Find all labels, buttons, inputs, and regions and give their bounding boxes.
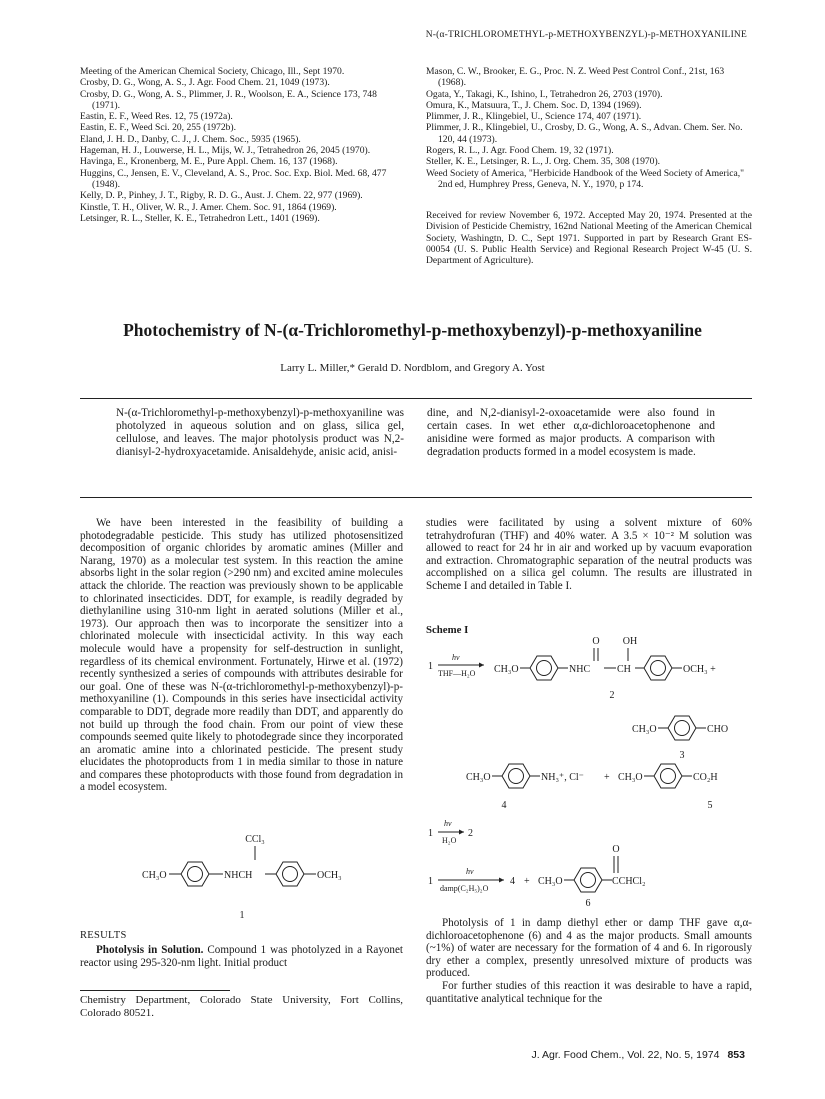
c1-nh: NHCH	[224, 870, 253, 881]
svg-text:4: 4	[510, 876, 515, 887]
svg-text:1: 1	[428, 828, 433, 839]
c2-nhc: NHC	[569, 664, 591, 675]
photolysis-run-in: Photolysis in Solution.	[96, 944, 204, 956]
c4-meo: CH₃O	[466, 772, 491, 783]
journal-citation: J. Agr. Food Chem., Vol. 22, No. 5, 1974	[531, 1049, 720, 1061]
left-reference: Crosby, D. G., Wong, A. S., J. Agr. Food Chem. 21, 1049 (1973).	[80, 77, 330, 89]
received-note: Received for review November 6, 1972. Accepted May 20, 1974. Presented at the Division of Pesticide Chemistry, 162nd National Meeting of the American Chemical Society, Washingtn, D. C., Sept 1971. Supported in part by Research Grant ES-00054 (U. S. Public Health Service) and Regional Research Project W-45 (U. S. Department of Agriculture).	[426, 210, 752, 267]
left-reference: Meeting of the American Chemical Society, Chicago, Ill., Sept 1970.	[80, 66, 345, 77]
abstract-bottom-rule	[80, 497, 752, 498]
photolysis-paragraph: Photolysis in Solution. Compound 1 was photolyzed in a Rayonet reactor using 295-320-nm light. Initial product	[80, 944, 403, 969]
c1-och3: OCH₃	[317, 870, 342, 881]
left-reference: Kinstle, T. H., Oliver, W. R., J. Amer. Chem. Soc. 91, 1864 (1969).	[80, 201, 337, 213]
running-head: N-(α-TRICHLOROMETHYL-p-METHOXYBENZYL)-p-METHOXYANILINE	[425, 30, 747, 40]
c5-meo: CH₃O	[618, 772, 643, 783]
ether-photolysis-paragraph: Photolysis of 1 in damp diethyl ether or damp THF gave α,α-dichloroacetophenone (6) and 4 as the major products. Small amounts (~1%) of water are necessary for the formation of 4 and 6. In rigorously dry ether a complex, presently unresolved mixture of products was produced. For further studies of this reaction it was desirable to have a rapid, quantitative analytical technique for the	[426, 917, 752, 1005]
right-reference: Plimmer, J. R., Klingebiel, U., Crosby, D. G., Wong, A. S., Advan. Chem. Ser. No. 120, 44 (1973).	[426, 122, 743, 145]
c1-meo: CH₃O	[142, 870, 167, 881]
c3-cho: CHO	[707, 724, 729, 735]
scheme-1-diagram	[426, 636, 752, 908]
svg-text:hν: hν	[444, 819, 452, 828]
right-reference: Ogata, Y., Takagi, K., Ishino, I., Tetrahedron 26, 2703 (1970).	[426, 88, 663, 100]
left-reference: Huggins, C., Jensen, E. V., Cleveland, A. S., Proc. Soc. Exp. Biol. Med. 68, 477 (1948).	[80, 167, 387, 190]
right-column-text: studies were facilitated by using a solvent mixture of 60% tetrahydrofuran (THF) and 40% water. A 3.5 × 10⁻² M solution was allowed to react for 24 hr in air and worked up by vacuum evaporation and extraction. Chromatographic separation of the neutral products was accomplished on a silica gel column. The results are illustrated in Scheme I and detailed in Table I.	[426, 517, 752, 592]
left-reference: Havinga, E., Kronenberg, M. E., Pure Appl. Chem. 16, 137 (1968).	[80, 156, 338, 168]
c1-ccl3: CCl₃	[245, 834, 265, 845]
scheme-title: Scheme I	[426, 624, 469, 636]
c2-meo: CH₃O	[494, 664, 519, 675]
left-reference: Eastin, E. F., Weed Res. 12, 75 (1972a).	[80, 111, 233, 123]
svg-text:hν: hν	[466, 867, 474, 876]
c6-cchcl2: CCHCl₂	[612, 876, 646, 887]
c6-meo: CH₃O	[538, 876, 563, 887]
right-reference: Plimmer, J. R., Klingebiel, U., Science 174, 407 (1971).	[426, 111, 642, 123]
c3-label: 3	[679, 750, 685, 761]
right-reference: Omura, K., Matsuura, T., J. Chem. Soc. D, 1394 (1969).	[426, 99, 642, 111]
c2-och3: OCH₃ +	[683, 664, 716, 675]
svg-text:2: 2	[468, 828, 473, 839]
right-reference: Weed Society of America, "Herbicide Handbook of the Weed Society of America," 2nd ed, Humphrey Press, Geneva, N. Y., 1970, p 174.	[426, 167, 745, 190]
structure-compound-1	[80, 830, 403, 926]
svg-text:O: O	[592, 636, 600, 647]
right-reference: Rogers, R. L., J. Agr. Food Chem. 19, 32 (1971).	[426, 145, 614, 157]
svg-text:O: O	[612, 844, 620, 855]
c2-ch: CH	[617, 664, 631, 675]
abstract-top-rule	[80, 398, 752, 399]
abstract-right: dine, and N,2-dianisyl-2-oxoacetamide were also found in certain cases. In wet ether α,α-dichloroacetophenone and anisidine were formed as major products. A comparison with degradation products formed in a model ecosystem is made.	[427, 407, 715, 459]
references-left	[80, 66, 403, 224]
c4-label: 4	[501, 800, 507, 811]
page-number: 853	[727, 1049, 745, 1061]
svg-text:H₂O: H₂O	[442, 836, 457, 845]
c1-label: 1	[239, 910, 245, 921]
c3-meo: CH₃O	[632, 724, 657, 735]
c2-label: 2	[609, 690, 615, 701]
left-reference: Letsinger, R. L., Steller, K. E., Tetrahedron Lett., 1401 (1969).	[80, 212, 320, 224]
left-reference: Hageman, H. J., Louwerse, H. L., Mijs, W. J., Tetrahedron 26, 2045 (1970).	[80, 145, 371, 157]
results-heading: RESULTS	[80, 930, 127, 941]
left-reference: Crosby, D. G., Wong, A. S., Plimmer, J. R., Woolson, E. A., Science 173, 748 (1971).	[80, 88, 377, 111]
svg-text:+: +	[524, 876, 530, 887]
svg-text:OH: OH	[622, 636, 638, 647]
c5-label: 5	[707, 800, 713, 811]
right-reference: Mason, C. W., Brooker, E. G., Proc. N. Z. Weed Pest Control Conf., 21st, 163 (1968).	[426, 66, 725, 89]
svg-text:THF—H₂O: THF—H₂O	[438, 669, 476, 678]
right-reference: Steller, K. E., Letsinger, R. L., J. Org. Chem. 35, 308 (1970).	[426, 156, 661, 168]
intro-paragraph: We have been interested in the feasibility of building a photodegradable pesticide. This study has utilized photosensitized decomposition of organic chlorides by aromatic amines (Miller and Narang, 1970) as a molecular test system. In this reaction the amine absorbs light in the solar region (>290 nm) and excited amine molecules attack the chloride. The reaction was previously shown to be applicable to chlorinated insecticides. DDT, for example, is readily degraded by diethylaniline using 310-nm light in aerated solutions (Miller et al., 1973). Our approach then was to incorporate the sensitizer into a chlorinated molecule with insecticidal activity. In this way each molecule would have a propensity for self-destruction in sunlight, regardless of its chemical environment. Fortunately, Hirwe et al. (1972) recently synthesized a series of compounds with attributes desirable for our goal. One of these was N-(α-trichloromethyl-p-methoxybenzyl)-p-methoxyaniline (1). Compounds in this series have insecticidal activity comparable to DDT, degrade more readily than DDT, and apparently do not build up through the food chain. From our point of view these compounds seemed quite likely to photodegrade since they incorporated an aromatic amine into a chlorinated pesticide. The present study elucidates the photoproducts from 1 in media similar to those in nature and compares these photoproducts with those found from degradation in a model ecosystem.	[80, 517, 403, 794]
left-reference: Eland, J. H. D., Danby, C. J., J. Chem. Soc., 5935 (1965).	[80, 133, 301, 145]
c4-nh3: NH₃⁺, Cl⁻	[541, 772, 584, 783]
scheme-start-1a: 1	[428, 661, 433, 672]
svg-text:damp(C₂H₅)₂O: damp(C₂H₅)₂O	[440, 884, 489, 893]
references-right	[426, 66, 752, 190]
svg-text:hν: hν	[452, 653, 460, 662]
page-footer	[532, 1049, 745, 1061]
left-reference: Kelly, D. P., Pinhey, J. T., Rigby, R. D. G., Aust. J. Chem. 22, 977 (1969).	[80, 190, 363, 202]
c5-co2h: CO₂H	[693, 772, 718, 783]
authors: Larry L. Miller,* Gerald D. Nordblom, and Gregory A. Yost	[280, 362, 545, 374]
svg-text:1: 1	[428, 876, 433, 887]
svg-text:+: +	[604, 772, 610, 783]
left-reference: Eastin, E. F., Weed Sci. 20, 255 (1972b).	[80, 122, 237, 134]
affiliation-footnote: Chemistry Department, Colorado State University, Fort Collins, Colorado 80521.	[80, 994, 403, 1019]
c6-label: 6	[585, 898, 591, 908]
article-title: Photochemistry of N-(α-Trichloromethyl-p-methoxybenzyl)-p-methoxyaniline	[123, 320, 702, 340]
abstract-left: N-(α-Trichloromethyl-p-methoxybenzyl)-p-methoxyaniline was photolyzed in aqueous solution and on glass, silica gel, cellulose, and leaves. The major photolysis product was N,2-dianisyl-2-hydroxyacetamide. Anisaldehyde, anisic acid, anisi-	[116, 407, 404, 459]
footnote-rule	[80, 990, 230, 991]
